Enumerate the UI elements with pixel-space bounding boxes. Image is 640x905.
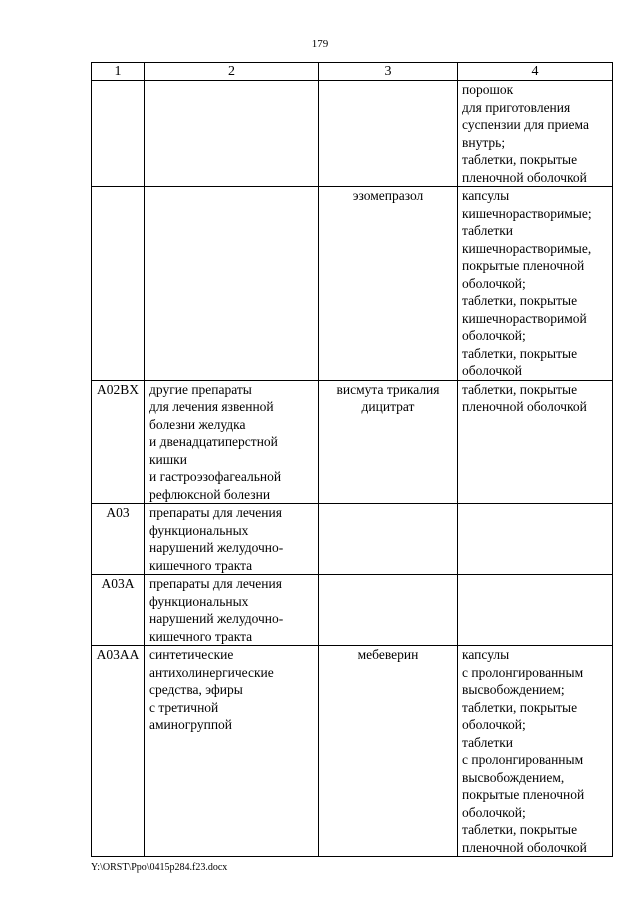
drug-name-line: висмута трикалия: [336, 381, 440, 397]
table-row: [92, 646, 613, 857]
group-name-line: нарушений желудочно-: [149, 611, 284, 626]
group-name-line: другие препараты: [149, 381, 252, 397]
group-name-line: кишки: [149, 451, 187, 467]
dosage-form-line: пленочной оболочкой: [462, 169, 587, 185]
anatomical-group-cell: [145, 646, 319, 857]
column-header-2: 2: [145, 63, 319, 81]
dosage-form-line: высвобождением,: [462, 769, 565, 785]
dosage-form-line: таблетки, покрытые: [462, 345, 578, 361]
group-name-line: функциональных: [149, 522, 249, 538]
table-row: [92, 81, 613, 187]
dosage-form-line: оболочкой;: [462, 804, 526, 820]
dosage-form-line: пленочной оболочкой: [462, 399, 587, 414]
dosage-form-line: оболочкой;: [462, 717, 526, 732]
dosage-form-line: кишечнорастворимой: [462, 310, 587, 326]
dosage-form-cell: [458, 187, 613, 381]
table-row: [92, 504, 613, 575]
dosage-form-line: таблетки, покрытые: [462, 699, 578, 715]
drug-name-line: дицитрат: [361, 399, 415, 414]
dosage-form-line: покрытые пленочной: [462, 258, 585, 273]
dosage-form-line: высвобождением;: [462, 682, 565, 697]
file-path-footer: Y:\ORST\Ppo\0415p284.f23.docx: [91, 862, 228, 873]
anatomical-group-cell: [145, 380, 319, 504]
dosage-form-cell: [458, 380, 613, 504]
drug-name-cell: [319, 504, 458, 575]
dosage-form-line: пленочной оболочкой: [462, 839, 587, 855]
dosage-form-line: оболочкой: [462, 363, 522, 378]
drug-name-cell: [319, 575, 458, 646]
table-row: [92, 575, 613, 646]
group-name-line: для лечения язвенной: [149, 399, 274, 414]
group-name-line: антихолинергические: [149, 664, 274, 680]
dosage-form-line: таблетки: [462, 734, 514, 750]
dosage-form-line: таблетки, покрытые: [462, 822, 578, 837]
dosage-form-line: оболочкой;: [462, 275, 526, 291]
group-name-line: препараты для лечения: [149, 505, 282, 520]
dosage-form-line: суспензии для приема: [462, 117, 589, 132]
drug-name-cell: [319, 187, 458, 381]
dosage-form-cell: [458, 504, 613, 575]
group-name-line: аминогруппой: [149, 717, 233, 732]
drug-classification-table: [91, 62, 613, 857]
group-name-line: кишечного тракта: [149, 628, 253, 644]
anatomical-group-cell: [145, 575, 319, 646]
dosage-form-line: таблетки, покрытые: [462, 293, 578, 308]
dosage-form-line: таблетки, покрытые: [462, 152, 578, 167]
group-name-line: и двенадцатиперстной: [149, 434, 278, 449]
dosage-form-cell: [458, 646, 613, 857]
page-number: 179: [311, 38, 329, 50]
column-header-1: 1: [92, 63, 145, 81]
dosage-form-line: оболочкой;: [462, 328, 526, 343]
atc-code-cell: [92, 187, 145, 381]
table-row: [92, 187, 613, 381]
drug-name-cell: [319, 646, 458, 857]
drug-name-line: мебеверин: [357, 647, 419, 662]
group-name-line: синтетические: [149, 647, 234, 662]
dosage-form-line: покрытые пленочной: [462, 787, 585, 802]
group-name-line: болезни желудка: [149, 416, 246, 432]
group-name-line: средства, эфиры: [149, 682, 243, 697]
group-name-line: рефлюксной болезни: [149, 486, 271, 502]
dosage-form-line: капсулы: [462, 188, 510, 203]
atc-code-cell: A03: [92, 504, 145, 575]
table-body: [92, 81, 613, 857]
drug-name-cell: [319, 81, 458, 187]
anatomical-group-cell: [145, 504, 319, 575]
group-name-line: с третичной: [149, 699, 219, 715]
atc-code-cell: A02BX: [92, 380, 145, 504]
group-name-line: препараты для лечения: [149, 576, 282, 591]
dosage-form-line: таблетки, покрытые: [462, 381, 578, 397]
dosage-form-line: кишечнорастворимые,: [462, 240, 592, 256]
anatomical-group-cell: [145, 81, 319, 187]
dosage-form-line: капсулы: [462, 647, 510, 662]
column-header-4: 4: [458, 63, 613, 81]
dosage-form-line: кишечнорастворимые;: [462, 205, 592, 221]
dosage-form-line: с пролонгированным: [462, 664, 584, 680]
dosage-form-line: внутрь;: [462, 134, 506, 150]
dosage-form-line: таблетки: [462, 223, 514, 238]
drug-name-cell: [319, 380, 458, 504]
atc-code-cell: A03A: [92, 575, 145, 646]
dosage-form-cell: [458, 575, 613, 646]
table-row: [92, 380, 613, 504]
anatomical-group-cell: [145, 187, 319, 381]
atc-code-cell: [92, 81, 145, 187]
dosage-form-cell: [458, 81, 613, 187]
dosage-form-line: для приготовления: [462, 99, 571, 115]
table-header-row: [92, 63, 613, 81]
group-name-line: функциональных: [149, 593, 249, 609]
column-header-3: 3: [319, 63, 458, 81]
group-name-line: нарушений желудочно-: [149, 540, 284, 555]
group-name-line: и гастроэзофагеальной: [149, 469, 282, 484]
group-name-line: кишечного тракта: [149, 557, 253, 573]
dosage-form-line: с пролонгированным: [462, 752, 584, 767]
dosage-form-line: порошок: [462, 82, 514, 97]
drug-name-line: эзомепразол: [352, 188, 424, 203]
atc-code-cell: A03AA: [92, 646, 145, 857]
